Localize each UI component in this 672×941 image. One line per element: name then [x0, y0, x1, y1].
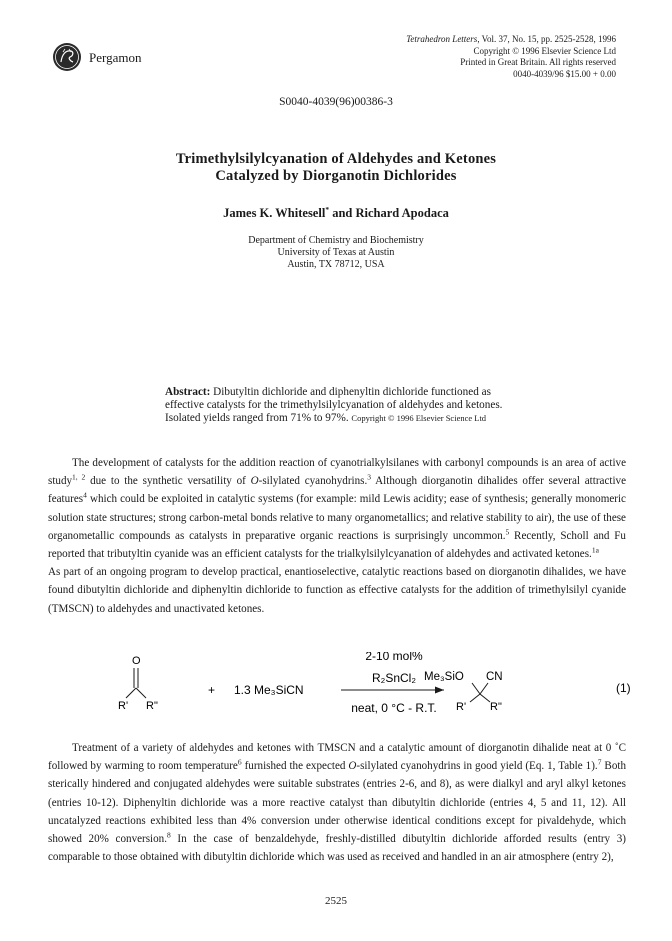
copyright-line: Copyright © 1996 Elsevier Science Ltd	[473, 45, 616, 56]
paper-title	[0, 151, 672, 185]
ref: 4	[83, 490, 87, 500]
intro-section	[48, 454, 626, 618]
product-bond-2	[480, 683, 488, 694]
abstract-label: Abstract:	[165, 386, 211, 398]
product-osime3: Me₃SiO	[424, 671, 464, 683]
author-2: and Richard Apodaca	[329, 206, 449, 220]
text: -silylated cyanohydrins in good yield (Eq. 1, Table 1).	[356, 760, 598, 773]
r-double: R"	[146, 700, 158, 712]
text: due to the synthetic versatility of	[85, 475, 251, 488]
product-r-prime: R'	[456, 701, 467, 713]
ref: 7	[597, 757, 602, 767]
title-line-1: Trimethylsilylcyanation of Aldehydes and Ketones	[175, 151, 497, 167]
product-bond-4	[480, 694, 490, 702]
authors	[0, 206, 672, 221]
ref: 8	[167, 830, 171, 840]
affiliation	[0, 235, 672, 271]
paragraph-2	[48, 739, 626, 866]
plus-sign: +	[208, 683, 216, 697]
text: Although diorganotin dihalides offer several attractive features	[48, 475, 626, 506]
italic-o: O	[250, 475, 259, 488]
ref: 1a	[591, 545, 599, 555]
abstract-copyright: Copyright © 1996 Elsevier Science Ltd	[351, 412, 487, 423]
journal-citation	[406, 34, 616, 46]
affil-univ: University of Texas at Austin	[277, 247, 395, 258]
reagent: 1.3 Me₃SiCN	[234, 683, 304, 697]
text: Both sterically hindered and conjugated aldehydes were suitable substrates (entries 2-6, and 8), as were dialkyl and aryl alkyl ketones (entries 10-12). Diphenyltin dichloride was a more reactive catalyst than dibutyltin dichloride (entries 4, 5 and 11, 12). All uncatalyzed reactions exhibited less than 4% conversion under otherwise identical conditions except for pivaldehyde, which showed 20% conversion.	[48, 760, 626, 846]
title-line-2: Catalyzed by Diorganotin Dichlorides	[215, 168, 457, 184]
journal-name: Tetrahedron Letters	[406, 34, 478, 44]
journal-volume: , Vol. 37, No. 15, pp. 2525-2528, 1996	[477, 34, 616, 44]
r-prime: R'	[118, 700, 129, 712]
text: -silylated cyanohydrins.	[258, 475, 368, 488]
results-section	[48, 739, 626, 866]
catalyst-loading: 2-10 mol%	[365, 652, 423, 663]
equation-number: (1)	[616, 681, 631, 695]
text: Recently, Scholl and Fu reported that tributyltin cyanide was an efficient catalysts for the trialkylsilylcyanation of aldehydes and activated ketones.	[48, 529, 626, 561]
bond-right	[136, 688, 146, 698]
pii-code: S0040-4039(96)00386-3	[279, 96, 393, 108]
publisher-logo	[52, 42, 82, 72]
journal-info	[406, 34, 616, 80]
ref: 3	[367, 472, 371, 482]
abstract	[165, 386, 515, 424]
catalyst: R₂SnCl₂	[372, 671, 416, 685]
reaction-equation	[118, 652, 638, 724]
text: furnished the expected	[241, 760, 349, 773]
ref: 5	[505, 527, 510, 537]
ref: 1, 2	[72, 472, 86, 482]
text: which could be exploited in catalytic systems (for example: mild Lewis acidity; ease of synthesis; generally monomeric solution state structures; strong carbon-metal bonds relative to many organometallics; and relative stability to air), the use of these organometallic compounds as catalysts in preparative organic reactions is surprisingly uncommon.	[48, 493, 626, 542]
text: In the case of benzaldehyde, freshly-distilled dibutyltin dichloride afforded results (entry 3) comparable to those obtained with dibutyltin dichloride which was used as received and handled in an air atmosphere (entry 2),	[48, 833, 626, 864]
ref: 6	[237, 757, 242, 767]
text: The development of catalysts for the addition reaction of cyanotrialkylsilanes with carbonyl compounds is an area of active study	[48, 457, 626, 488]
author-1: James K. Whitesell	[223, 206, 326, 220]
conditions: neat, 0 °C - R.T.	[351, 701, 437, 715]
affil-city: Austin, TX 78712, USA	[287, 259, 385, 270]
printed-line: Printed in Great Britain. All rights reserved	[460, 57, 616, 67]
affil-dept: Department of Chemistry and Biochemistry	[248, 235, 424, 246]
product-bond-1	[472, 683, 480, 694]
carbonyl-oxygen: O	[132, 655, 141, 667]
paragraph-1b: As part of an ongoing program to develop practical, enantioselective, catalytic reactions based on diorganotin dihalides, we have found dibutyltin dichloride and diphenyltin dichloride to function as effective catalysts for the addition of trimethylsilyl cyanide (TMSCN) to aldehydes and unactivated ketones.	[48, 566, 626, 615]
paragraph-1	[48, 454, 626, 563]
product-bond-3	[470, 694, 480, 702]
arrow-head	[435, 687, 444, 694]
abstract-text: Dibutyltin dichloride and diphenyltin dichloride functioned as effective catalysts for the trimethylsilylcyanation of aldehydes and ketones. Isolated yields ranged from 71% to 97%.	[165, 386, 503, 424]
publisher-name: Pergamon	[89, 50, 142, 65]
page-number: 2525	[325, 895, 347, 907]
product-r-double: R"	[490, 701, 502, 713]
product-cn: CN	[486, 671, 503, 683]
bond-left	[126, 688, 136, 698]
text: Treatment of a variety of aldehydes and ketones with TMSCN and a catalytic amount of diorganotin dihalide neat at 0 ˚C followed by warming to room temperature	[48, 742, 626, 773]
price-line: 0040-4039/96 $15.00 + 0.00	[513, 68, 616, 79]
italic-o: O	[348, 760, 357, 773]
corresponding-mark: *	[325, 204, 330, 214]
